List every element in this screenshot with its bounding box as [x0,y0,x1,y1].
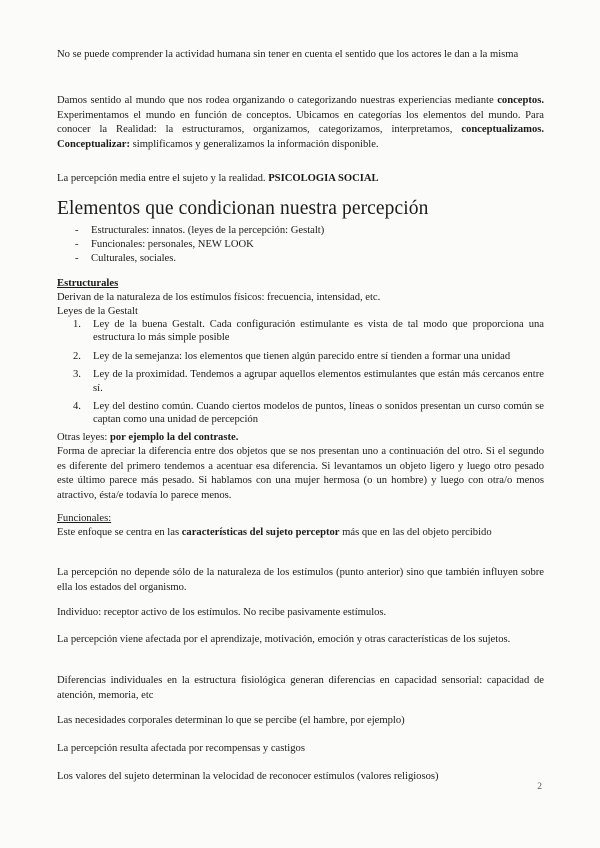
list-item: 1. Ley de la buena Gestalt. Cada configuración estimulante es vista de tal modo que proporciona una estructura lo más simple posible [73,319,544,344]
concepts-bold: conceptos. [497,95,544,106]
section-heading: Elementos que condicionan nuestra percepción [57,198,429,219]
gestalt-laws-list [73,318,544,432]
conceptualize-bold: conceptualizamos. Conceptualizar: [57,124,545,150]
intro-paragraph: No se puede comprender la actividad humana sin tener en cuenta el sentido que los actores le dan a la misma [57,49,519,60]
concepts-text-e: simplificamos y generalizamos la información disponible. [132,138,379,150]
gestalt-subtitle: Leyes de la Gestalt [57,306,138,317]
concepts-paragraph [57,94,544,152]
functional-intro: Este enfoque se centra en las características del sujeto perceptor más que en las del objeto percibido [57,527,492,538]
functional-paragraph: Individuo: receptor activo de los estímulos. No recibe pasivamente estímulos. [57,607,387,618]
functional-paragraph: La percepción resulta afectada por recompensas y castigos [57,743,305,754]
functional-title: Funcionales: [57,513,112,524]
functional-paragraph: La percepción no depende sólo de la naturaleza de los estímulos (punto anterior) sino que también influyen sobre ella los estados del organismo. [57,567,544,593]
list-item: 3. Ley de la proximidad. Tendemos a agrupar aquellos elementos estimulantes que están más cercanos entre sí. [73,369,544,394]
concepts-text-a: Damos sentido al mundo que nos rodea organizando o categorizando nuestras experiencias mediante [57,95,494,106]
list-item: 4. Ley del destino común. Cuando ciertos modelos de puntos, líneas o sonidos presentan un curso común se captan como una unidad de percepción [73,401,544,426]
factors-list [75,224,324,266]
functional-paragraph: Los valores del sujeto determinan la velocidad de reconocer estímulos (valores religiosos) [57,771,439,782]
list-item: 2. Ley de la semejanza: los elementos que tienen algún parecido entre sí tienden a formar una unidad [73,350,511,362]
structural-intro: Derivan de la naturaleza de los estímulos físicos: frecuencia, intensidad, etc. [57,292,381,303]
perception-text: La percepción media entre el sujeto y la realidad. [57,173,266,184]
page-number: 2 [537,782,542,792]
contrast-paragraph: Forma de apreciar la diferencia entre dos objetos que se nos presentan uno a continuación del otro. Si el segundo es diferente del primero tendemos a acentuar esa diferencia. Si levantamos un objeto ligero y luego otro pesado este último parece más pesado. Si hablamos con una mujer hermosa (o un hombre) y luego con otra/o menos atractivo, ésta/e todavía lo parece menos. [57,446,544,501]
perception-paragraph [57,172,544,187]
functional-paragraph: La percepción viene afectada por el aprendizaje, motivación, emoción y otras características de los sujetos. [57,634,511,645]
other-laws: Otras leyes: por ejemplo la del contraste. [57,432,239,443]
concepts-text-c: Experimentamos el mundo en función de conceptos. Ubicamos en categorías los elementos del mundo. Para conocer la Realidad: la estructuramos, organizamos, categorizamos, interpretamos, [57,109,544,136]
list-item: - Culturales, sociales. [75,252,324,266]
social-psychology-bold: PSICOLOGIA SOCIAL [268,173,379,184]
functional-paragraph: Diferencias individuales en la estructura fisiológica generan diferencias en capacidad sensorial: capacidad de atención, memoria, etc [57,675,544,701]
functional-paragraph: Las necesidades corporales determinan lo que se percibe (el hambre, por ejemplo) [57,715,405,726]
structural-title: Estructurales [57,278,119,289]
list-item: - Estructurales: innatos. (leyes de la percepción: Gestalt) [75,224,324,238]
list-item: - Funcionales: personales, NEW LOOK [75,238,324,252]
